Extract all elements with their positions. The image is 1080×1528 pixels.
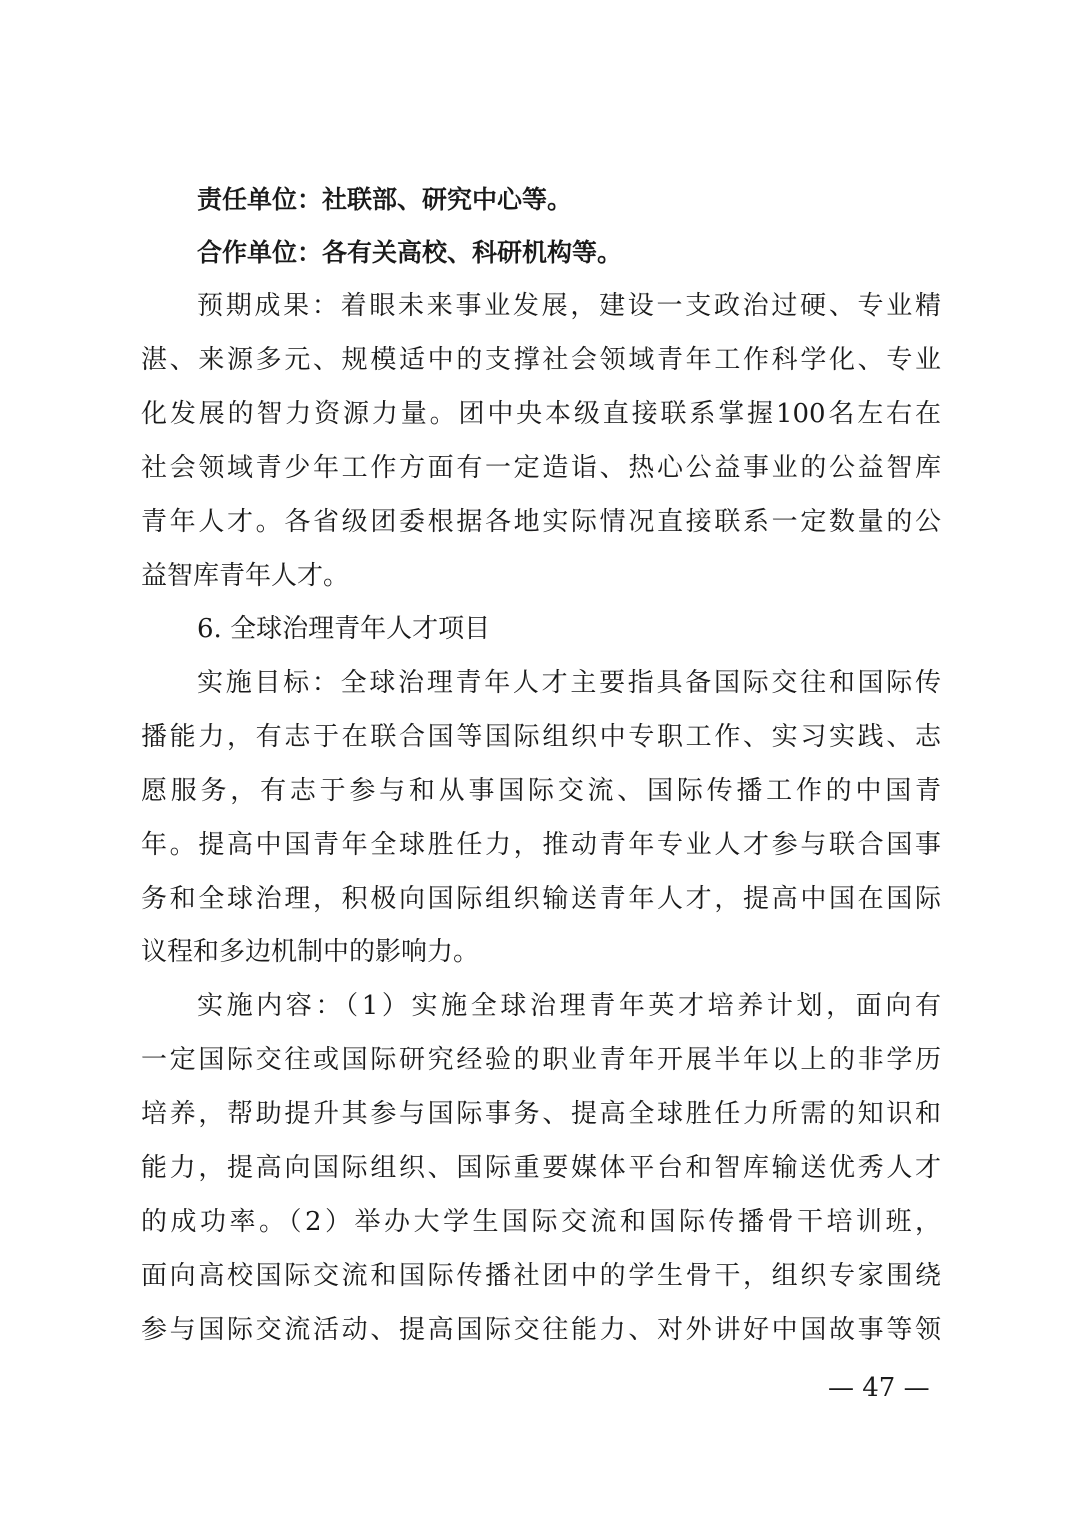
- implementation-goal-line-1: 实施目标：全球治理青年人才主要指具备国际交往和国际传: [197, 668, 941, 698]
- implementation-content-line-5: 的成功率。（2）举办大学生国际交流和国际传播骨干培训班，: [141, 1207, 941, 1237]
- implementation-goal-line-5: 务和全球治理，积极向国际组织输送青年人才，提高中国在国际: [141, 884, 941, 914]
- expected-results-line-4: 社会领域青少年工作方面有一定造诣、热心公益事业的公益智库: [141, 453, 941, 483]
- implementation-goal-line-6: 议程和多边机制中的影响力。: [141, 937, 480, 967]
- implementation-goal-line-3: 愿服务，有志于参与和从事国际交流、国际传播工作的中国青: [141, 776, 941, 806]
- implementation-goal-line-2: 播能力，有志于在联合国等国际组织中专职工作、实习实践、志: [141, 722, 941, 752]
- implementation-content-line-1: 实施内容：（1）实施全球治理青年英才培养计划，面向有: [197, 991, 941, 1021]
- implementation-goal-line-4: 年。提高中国青年全球胜任力，推动青年专业人才参与联合国事: [141, 830, 941, 860]
- implementation-content-line-2: 一定国际交往或国际研究经验的职业青年开展半年以上的非学历: [141, 1045, 941, 1075]
- expected-results-line-2: 湛、来源多元、规模适中的支撑社会领域青年工作科学化、专业: [141, 345, 941, 375]
- responsible-unit-line: 责任单位：社联部、研究中心等。: [197, 185, 573, 214]
- expected-results-line-3: 化发展的智力资源力量。团中央本级直接联系掌握100名左右在: [141, 399, 941, 429]
- implementation-content-line-3: 培养，帮助提升其参与国际事务、提高全球胜任力所需的知识和: [141, 1099, 941, 1129]
- expected-results-line-1: 预期成果：着眼未来事业发展，建设一支政治过硬、专业精: [197, 291, 941, 321]
- page-number: — 47 —: [828, 1373, 930, 1403]
- partner-unit-line: 合作单位：各有关高校、科研机构等。: [197, 238, 623, 267]
- implementation-content-line-4: 能力，提高向国际组织、国际重要媒体平台和智库输送优秀人才: [141, 1153, 941, 1183]
- implementation-content-line-6: 面向高校国际交流和国际传播社团中的学生骨干，组织专家围绕: [141, 1261, 941, 1291]
- section-heading: 6. 全球治理青年人才项目: [197, 614, 491, 644]
- expected-results-line-6: 益智库青年人才。: [141, 561, 350, 591]
- expected-results-line-5: 青年人才。各省级团委根据各地实际情况直接联系一定数量的公: [141, 507, 941, 537]
- implementation-content-line-7: 参与国际交流活动、提高国际交往能力、对外讲好中国故事等领: [141, 1315, 941, 1345]
